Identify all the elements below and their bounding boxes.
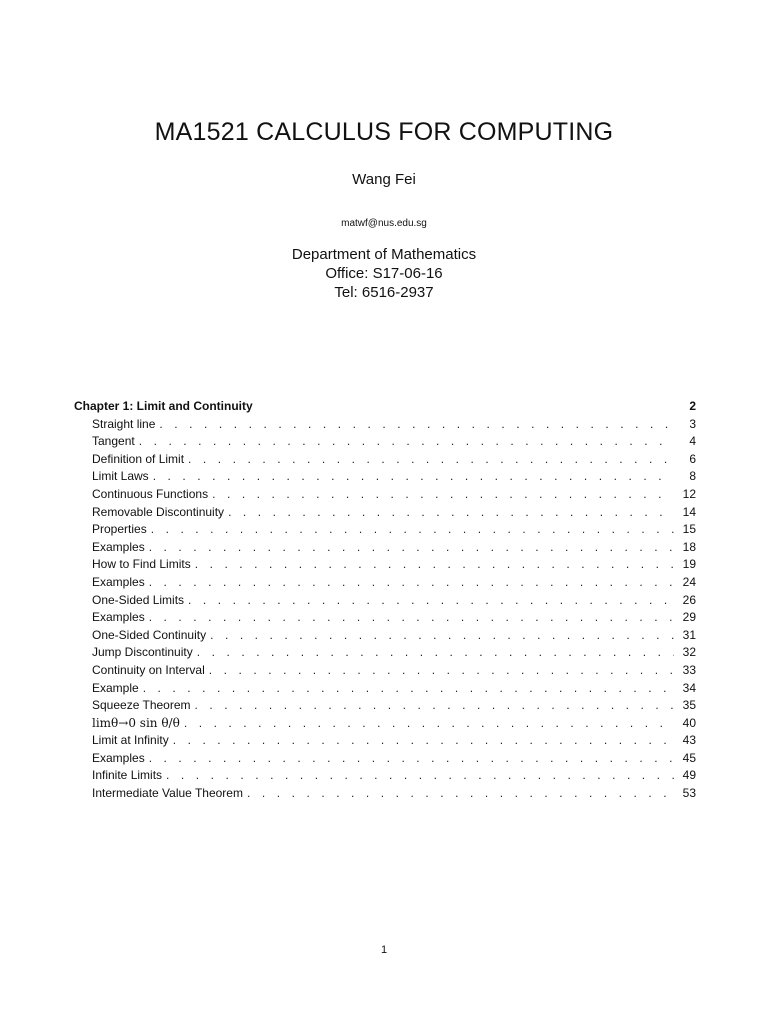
toc-entry[interactable]	[74, 540, 696, 558]
toc-entry-title: Examples	[92, 540, 149, 554]
toc-entry-title: Continuity on Interval	[92, 663, 209, 677]
toc-entry-title: Example	[92, 681, 143, 695]
toc-entry-page: 32	[674, 645, 696, 659]
toc-entry-page: 14	[674, 505, 696, 519]
toc-dot-leader	[149, 751, 674, 765]
table-of-contents	[74, 399, 696, 804]
toc-entry[interactable]	[74, 452, 696, 470]
toc-entry-page: 33	[674, 663, 696, 677]
toc-entry[interactable]	[74, 768, 696, 786]
toc-entry-title: Definition of Limit	[92, 452, 188, 466]
toc-entry[interactable]	[74, 575, 696, 593]
department-name: Department of Mathematics	[291, 246, 477, 263]
toc-entry-title: One-Sided Continuity	[92, 628, 210, 642]
toc-entry-title: Limit at Infinity	[92, 733, 173, 747]
toc-entry[interactable]	[74, 786, 696, 804]
toc-entry[interactable]	[74, 557, 696, 575]
toc-entry[interactable]	[74, 663, 696, 681]
toc-entry-page: 18	[674, 540, 696, 554]
toc-entry[interactable]	[74, 522, 696, 540]
department-block	[0, 245, 768, 302]
toc-dot-leader	[173, 733, 674, 747]
toc-entry[interactable]	[74, 645, 696, 663]
toc-dot-leader	[188, 452, 674, 466]
document-title: MA1521 CALCULUS FOR COMPUTING	[154, 118, 614, 146]
toc-dot-leader	[151, 522, 674, 536]
office-location: Office: S17-06-16	[325, 265, 443, 282]
toc-entry-title: Jump Discontinuity	[92, 645, 197, 659]
toc-dot-leader	[197, 645, 674, 659]
toc-entry-title: Limit Laws	[92, 469, 153, 483]
toc-entry-title: One-Sided Limits	[92, 593, 188, 607]
toc-entry-title: How to Find Limits	[92, 557, 195, 571]
page-number: 1	[380, 944, 388, 956]
toc-entry-page: 45	[674, 751, 696, 765]
toc-entry-title: Examples	[92, 751, 149, 765]
toc-entry-page: 19	[674, 557, 696, 571]
toc-entry-page: 40	[674, 716, 696, 730]
toc-dot-leader	[149, 610, 674, 624]
toc-dot-leader	[153, 469, 674, 483]
author-email[interactable]: matwf@nus.edu.sg	[341, 218, 427, 229]
toc-entries	[74, 417, 696, 804]
toc-entry-page: 6	[674, 452, 696, 466]
toc-entry[interactable]	[74, 434, 696, 452]
toc-entry-page: 31	[674, 628, 696, 642]
toc-entry[interactable]	[74, 593, 696, 611]
toc-entry[interactable]	[74, 698, 696, 716]
toc-dot-leader	[195, 698, 674, 712]
toc-entry[interactable]	[74, 751, 696, 769]
toc-entry-title: Examples	[92, 610, 149, 624]
toc-entry-page: 24	[674, 575, 696, 589]
toc-entry-title: Intermediate Value Theorem	[92, 786, 247, 800]
toc-entry[interactable]	[74, 610, 696, 628]
toc-entry[interactable]	[74, 716, 696, 734]
toc-dot-leader	[247, 786, 674, 800]
toc-dot-leader	[184, 716, 674, 730]
toc-dot-leader	[149, 575, 674, 589]
toc-entry-title: Properties	[92, 522, 151, 536]
toc-entry[interactable]	[74, 681, 696, 699]
toc-entry[interactable]	[74, 487, 696, 505]
toc-dot-leader	[195, 557, 674, 571]
toc-entry-title: Straight line	[92, 417, 159, 431]
toc-dot-leader	[166, 768, 674, 782]
toc-entry-page: 53	[674, 786, 696, 800]
toc-dot-leader	[188, 593, 674, 607]
toc-dot-leader	[143, 681, 674, 695]
toc-entry-page: 26	[674, 593, 696, 607]
toc-entry-title: Removable Discontinuity	[92, 505, 228, 519]
toc-entry[interactable]	[74, 417, 696, 435]
toc-entry-title: Infinite Limits	[92, 768, 166, 782]
toc-entry-page: 3	[674, 417, 696, 431]
toc-entry-title: Examples	[92, 575, 149, 589]
toc-entry-page: 35	[674, 698, 696, 712]
toc-dot-leader	[209, 663, 674, 677]
toc-entry[interactable]	[74, 505, 696, 523]
toc-entry-title: Squeeze Theorem	[92, 698, 195, 712]
chapter-title: Chapter 1: Limit and Continuity	[74, 399, 253, 413]
toc-entry[interactable]	[74, 628, 696, 646]
toc-dot-leader	[210, 628, 674, 642]
toc-entry-page: 49	[674, 768, 696, 782]
toc-entry-title: Continuous Functions	[92, 487, 212, 501]
toc-dot-leader	[139, 434, 674, 448]
toc-entry-page: 4	[674, 434, 696, 448]
toc-dot-leader	[212, 487, 674, 501]
toc-entry[interactable]	[74, 733, 696, 751]
toc-chapter-heading[interactable]	[74, 399, 696, 417]
toc-entry-page: 34	[674, 681, 696, 695]
author-name: Wang Fei	[352, 171, 416, 188]
toc-dot-leader	[228, 505, 674, 519]
toc-entry-title: limθ→0 sin θ/θ	[92, 716, 184, 730]
chapter-page: 2	[689, 399, 696, 413]
telephone: Tel: 6516-2937	[334, 284, 434, 301]
toc-entry[interactable]	[74, 469, 696, 487]
toc-entry-page: 43	[674, 733, 696, 747]
toc-entry-page: 29	[674, 610, 696, 624]
toc-entry-page: 8	[674, 469, 696, 483]
toc-dot-leader	[159, 417, 674, 431]
toc-dot-leader	[149, 540, 674, 554]
toc-entry-title: Tangent	[92, 434, 139, 448]
toc-entry-page: 15	[674, 522, 696, 536]
toc-entry-page: 12	[674, 487, 696, 501]
